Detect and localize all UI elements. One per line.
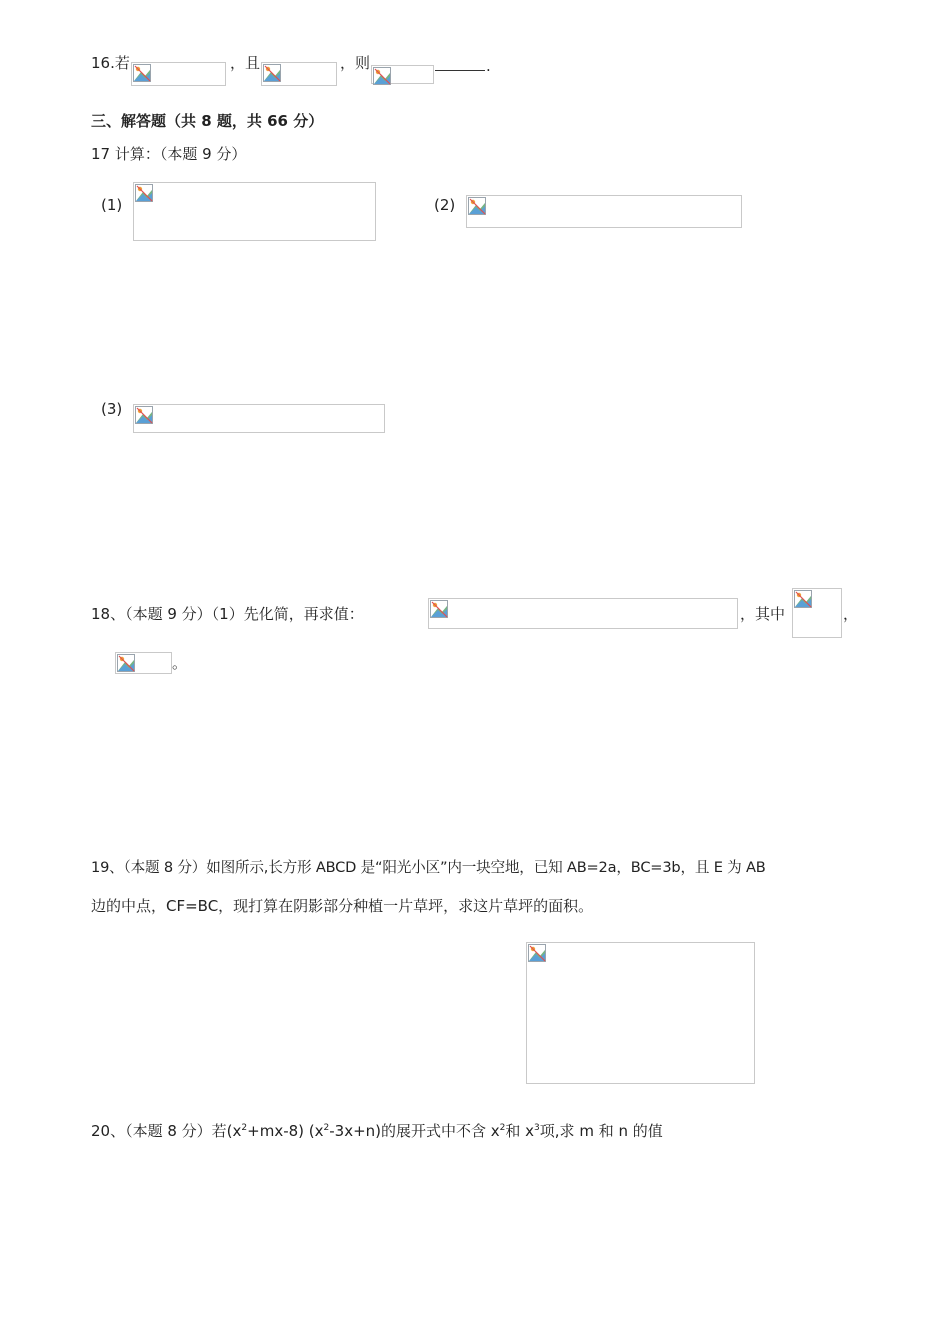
formula-image-q17-3: [133, 404, 385, 433]
q18-text: 18、（本题 9 分）（1）先化简，再求值：: [91, 605, 364, 623]
formula-image-q18-expression: [428, 598, 738, 629]
q20-part-d: 和 x: [505, 1122, 535, 1140]
broken-image-icon: [430, 600, 448, 618]
answer-blank-line: [435, 70, 485, 71]
q20-part-b: +mx-8) (x: [247, 1122, 324, 1140]
formula-image-q18-value-1: [792, 588, 842, 638]
q20-exp-3: 2: [499, 1123, 506, 1133]
q19-line1: 19、（本题 8 分）如图所示,长方形 ABCD 是“阳光小区”内一块空地，已知 AB=2a，BC=3b，且 E 为 AB: [91, 859, 766, 876]
formula-image-q17-2: [466, 195, 742, 228]
broken-image-icon: [373, 67, 391, 85]
q16-then: ，则: [340, 54, 371, 72]
broken-image-icon: [528, 944, 546, 962]
q16-and: ，且: [230, 54, 261, 72]
q16-prefix: 16.若: [91, 54, 130, 72]
formula-image-q18-value-2: [115, 652, 172, 674]
q17-part2-label: (2): [434, 196, 456, 214]
broken-image-icon: [117, 654, 135, 672]
q17-part3-label: (3): [101, 400, 123, 418]
q20-part-e: 项,求 m 和 n 的值: [539, 1122, 663, 1140]
q20-part-c: -3x+n)的展开式中不含 x: [329, 1122, 500, 1140]
broken-image-icon: [135, 184, 153, 202]
q18-where: ，其中: [740, 605, 786, 623]
q17-title: 17 计算：（本题 9 分）: [91, 145, 247, 163]
q19-line2: 边的中点，CF=BC，现打算在阴影部分种植一片草坪，求这片草坪的面积。: [91, 897, 594, 915]
broken-image-icon: [263, 64, 281, 82]
q20-exp-1: 2: [241, 1123, 248, 1133]
formula-image-q16-1: [131, 62, 226, 86]
formula-image-q17-1: [133, 182, 376, 241]
q20-text: [91, 1118, 663, 1141]
broken-image-icon: [794, 590, 812, 608]
figure-image-q19: [526, 942, 755, 1084]
formula-image-q16-3: [371, 65, 434, 84]
broken-image-icon: [135, 406, 153, 424]
q18-comma: ，: [843, 605, 859, 623]
q20-part-a: 20、（本题 8 分）若(x: [91, 1122, 242, 1140]
section-title: 三、解答题（共 8 题，共 66 分）: [91, 112, 324, 130]
formula-image-q16-2: [261, 62, 337, 86]
q20-exp-4: 3: [534, 1123, 540, 1133]
q20-exp-2: 2: [323, 1123, 330, 1133]
broken-image-icon: [468, 197, 486, 215]
q18-period: 。: [172, 654, 188, 672]
broken-image-icon: [133, 64, 151, 82]
q16-end: .: [486, 57, 491, 75]
q17-part1-label: (1): [101, 196, 123, 214]
